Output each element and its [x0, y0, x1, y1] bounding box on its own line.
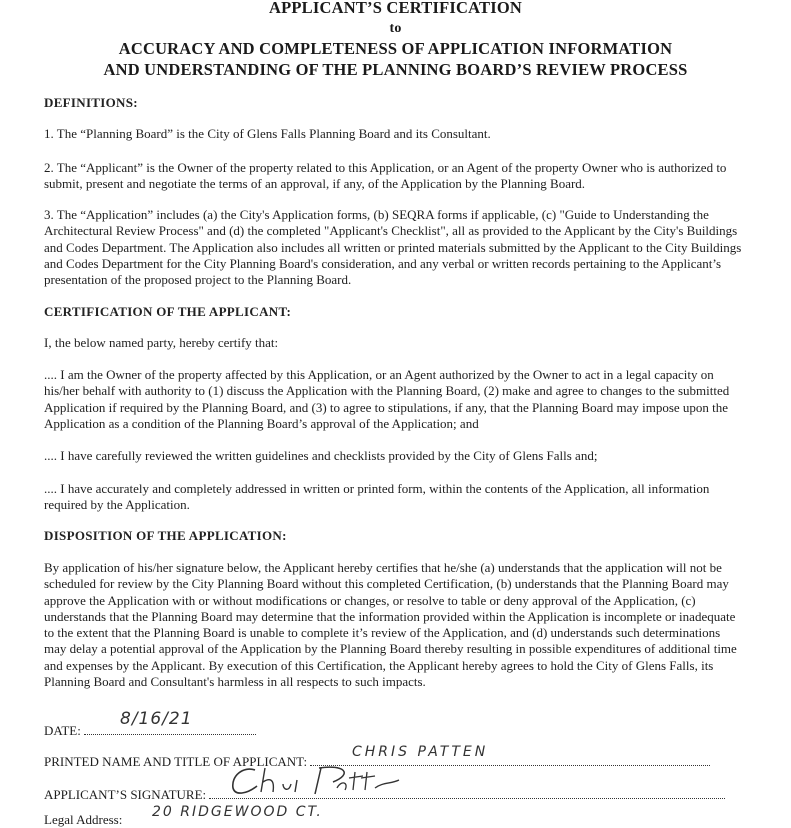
certification-intro: I, the below named party, hereby certify that: [44, 335, 279, 350]
disposition-text: By application of his/her signature below, the Applicant hereby certifies that he/she (a) understands that the application will not be scheduled for review by the City Planning Board without this completed Certification, (b) understands that the Planning Board may approve the Application with or without modifications or changes, or resolve to table or deny approval of the Application, (c) understands that the Planning Board may determine that the information provided within the Application is incomplete or inadequate to the extent that the Planning Board is unable to complete it’s review of the Application, and (d) understands such determinations may delay a potential approval of the Application by the Planning Board thereby resulting in possible expenditures of additional time and expenses by the Applicant. By execution of this Certification, the Applicant hereby agrees to hold the City of Glens Falls, its Planning Board and Consultant's harmless in all respects to such impacts. [44, 560, 737, 690]
title-line-2: to [389, 21, 402, 36]
title-line-4: AND UNDERSTANDING OF THE PLANNING BOARD’S REVIEW PROCESS [103, 60, 688, 79]
name-label: PRINTED NAME AND TITLE OF APPLICANT: [44, 754, 308, 769]
definition-item-1: 1. The “Planning Board” is the City of Glens Falls Planning Board and its Consultant. [44, 126, 491, 141]
title-line-3: ACCURACY AND COMPLETENESS OF APPLICATION INFORMATION [118, 39, 673, 58]
definitions-heading: DEFINITIONS: [44, 95, 138, 110]
definition-item-2: 2. The “Applicant” is the Owner of the property related to this Application, or an Agent of the property Owner who is authorized to submit, present and negotiate the terms of an approval, if any, of the Application by the Planning Board. [44, 160, 727, 192]
definition-item-3: 3. The “Application” includes (a) the City's Application forms, (b) SEQRA forms if applicable, (c) "Guide to Understanding the Architectural Review Process" and (d) the completed "Applicant's Checklist", all as provided to the Applicant by the City's Buildings and Codes Department. The Application also includes all written or printed materials submitted by the Applicant to the City Buildings and Codes Department for the City Planning Board's consideration, and any verbal or written records pertaining to the Applicant’s presentation of the proposed project to the Planning Board. [44, 207, 742, 288]
signature-image [225, 762, 405, 802]
date-value: 8/16/21 [120, 709, 193, 729]
address-label: Legal Address: [44, 812, 123, 827]
disposition-heading: DISPOSITION OF THE APPLICATION: [44, 528, 287, 543]
signature-label: APPLICANT’S SIGNATURE: [44, 787, 207, 802]
certification-item-3: .... I have accurately and completely addressed in written or printed form, within the contents of the Application, all information required by the Application. [44, 481, 710, 513]
title-line-1: APPLICANT’S CERTIFICATION [268, 0, 522, 17]
date-label: DATE: [44, 723, 81, 738]
certification-heading: CERTIFICATION OF THE APPLICANT: [44, 304, 292, 319]
name-value: CHRIS PATTEN [352, 744, 489, 760]
address-value: 20 RIDGEWOOD CT. [152, 804, 323, 820]
certification-item-1: .... I am the Owner of the property affected by this Application, or an Agent authorized by the Owner to act in a legal capacity on his/her behalf with authority to (1) discuss the Application with the Planning Board, (2) make and agree to changes to the submitted Application if required by the Planning Board, and (3) to agree to stipulations, if any, that the Planning Board may impose upon the Application as a condition of the Planning Board’s approval of the Application; and [44, 367, 730, 431]
certification-item-2: .... I have carefully reviewed the written guidelines and checklists provided by the City of Glens Falls and; [44, 448, 598, 463]
address-field [44, 812, 122, 828]
